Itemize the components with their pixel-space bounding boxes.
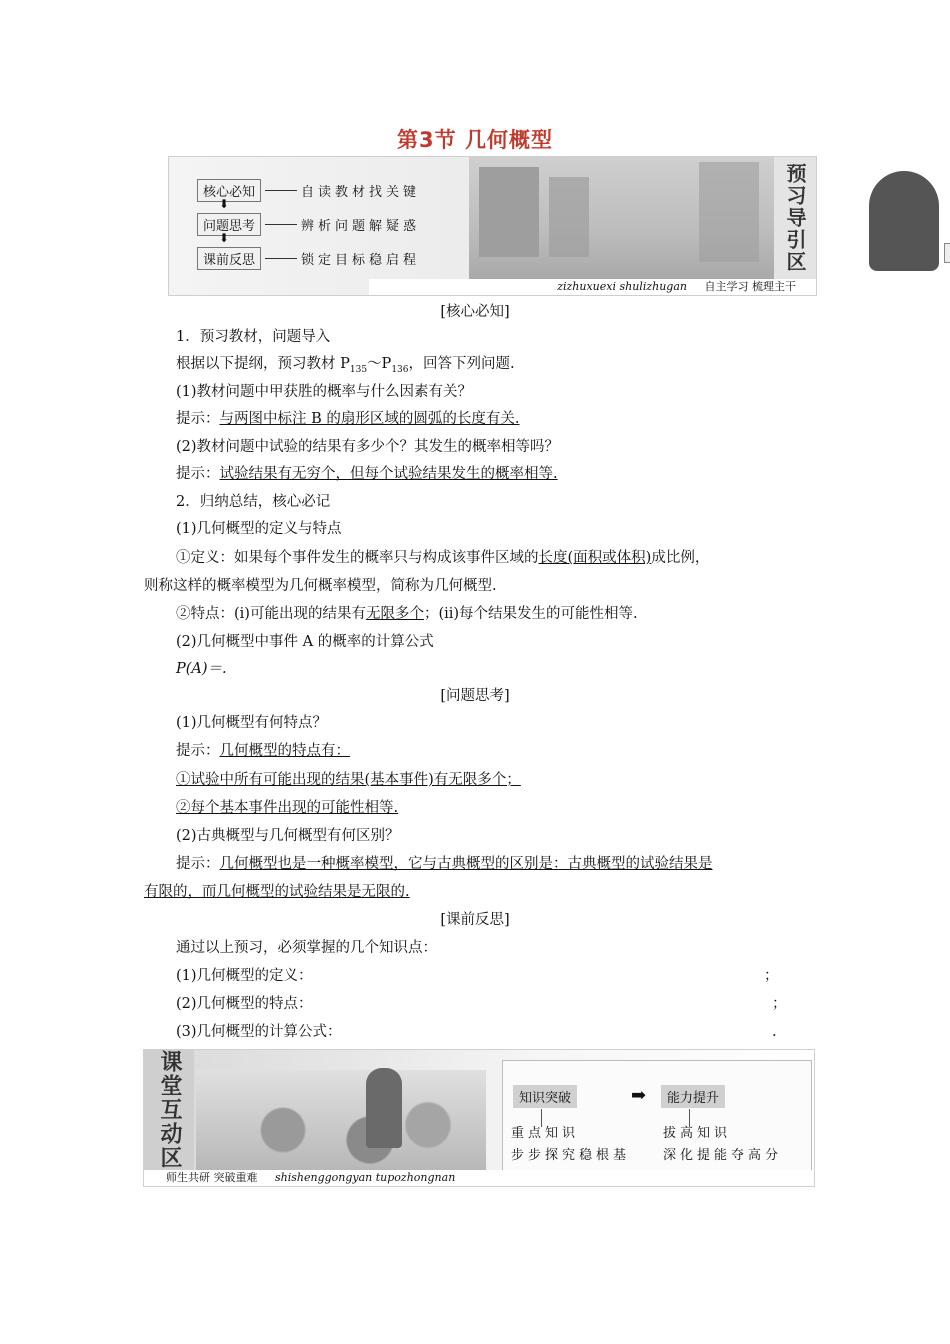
preview-guide-banner (168, 156, 817, 296)
text-line: (1)教材问题中甲获胜的概率与什么因素有关？ (176, 384, 473, 400)
text-line: (3)几何概型的计算公式： (176, 1024, 342, 1040)
blank-end: . (772, 1024, 777, 1040)
classroom-photo (196, 1070, 486, 1170)
fill-answer: 无限多个 (365, 606, 424, 622)
answer-hint: ②每个基本事件出现的可能性相等. (176, 800, 399, 816)
arrow-down-icon: ⬇ (219, 231, 230, 245)
flow-box-core: 核心必知 (197, 179, 261, 202)
knowledge-flow-panel (502, 1060, 812, 1172)
flow-row-core (197, 179, 420, 202)
text-line: (2)几何概型的特点： (176, 996, 313, 1012)
text-line: (1)几何概型的定义与特点 (176, 521, 342, 537)
arrow-down-icon: ⬇ (219, 197, 230, 211)
text-line: 提示：几何概型也是一种概率模型，它与古典概型的区别是：古典概型的试验结果是 (176, 856, 713, 872)
section-heading-core: [核心必知] (440, 304, 510, 320)
text-line: (2)教材问题中试验的结果有多少个？其发生的概率相等吗？ (176, 439, 560, 455)
flow-desc-core: 自读教材找关键 (301, 185, 421, 200)
text-line: (1)几何概型的定义： (176, 968, 313, 984)
blank-end: ； (764, 968, 779, 984)
text-line: ②特点：(ⅰ)可能出现的结果有无限多个；(ⅱ)每个结果发生的可能性相等. (176, 606, 638, 622)
flow-box-reflect: 课前反思 (197, 247, 261, 270)
arrow-right-icon: ➡ (631, 1085, 647, 1106)
text-line: 则称这样的概率模型为几何概率模型，简称为几何概型. (144, 578, 497, 594)
text-line: 2．归纳总结，核心必记 (176, 494, 331, 510)
blank-end: ； (772, 996, 787, 1012)
left-flow-text: 重点知识 步步探究稳根基 (511, 1126, 631, 1163)
answer-hint: 几何概型也是一种概率模型，它与古典概型的区别是：古典概型的试验结果是 (219, 856, 713, 872)
flow-desc-reflect: 锁定目标稳启程 (301, 253, 421, 268)
flow-row-reflect (197, 247, 420, 270)
interaction-zone-tag: 课堂互动区 (144, 1050, 194, 1170)
text-line: 1．预习教材，问题导入 (176, 329, 331, 345)
banner-bottom-footer: 师生共研 突破重难 shishenggongyan tupozhongnan (144, 1170, 814, 1186)
text-line: 提示：几何概型的特点有： (176, 743, 350, 759)
flow-row-question (197, 213, 420, 236)
text-line: (1)几何概型有何特点？ (176, 715, 328, 731)
answer-hint: 有限的，而几何概型的试验结果是无限的. (144, 884, 410, 900)
classroom-interaction-banner (143, 1049, 815, 1187)
text-line: ①定义：如果每个事件发生的概率只与构成该事件区域的长度(面积或体积)成比例， (176, 550, 710, 566)
footer-zh: 自主学习 梳理主干 (704, 280, 796, 293)
text-line: 提示：试验结果有无穷个，但每个试验结果发生的概率相等. (176, 466, 558, 482)
teacher-figure (366, 1068, 402, 1148)
text-line: 根据以下提纲，预习教材 $P_{135}\sim P_{136}$，回答下列问题. (176, 356, 515, 375)
answer-hint: 与两图中标注 B 的扇形区域的圆弧的长度有关. (219, 411, 520, 427)
right-flow-text: 拔高知识 深化提能夺高分 (663, 1126, 783, 1163)
text-line: (2)几何概型中事件 A 的概率的计算公式 (176, 634, 434, 650)
text-line: 通过以上预习，必须掌握的几个知识点： (176, 940, 437, 956)
fill-answer: 长度(面积或体积) (538, 550, 652, 566)
page-title: 第3节 几何概型 (397, 128, 553, 152)
book-figure (944, 243, 950, 263)
preview-zone-tag: 预习导引区 (774, 157, 816, 279)
flow-box-question: 问题思考 (197, 213, 261, 236)
answer-hint: ①试验中所有可能出现的结果(基本事件)有无限多个； (176, 772, 521, 788)
knowledge-breakthrough-tag: 知识突破 (513, 1085, 577, 1108)
text-line: 提示：与两图中标注 B 的扇形区域的圆弧的长度有关. (176, 411, 520, 427)
library-photo (469, 157, 779, 279)
section-heading-question: [问题思考] (440, 688, 510, 704)
answer-hint: 试验结果有无穷个，但每个试验结果发生的概率相等. (219, 466, 558, 482)
ability-improve-tag: 能力提升 (661, 1085, 725, 1108)
text-line: (2)古典概型与几何概型有何区别？ (176, 828, 400, 844)
section-heading-reflect: [课前反思] (440, 912, 510, 928)
footer-pinyin: zizhuxuexi shulizhugan (557, 280, 687, 293)
student-figure (869, 171, 939, 271)
answer-hint: 几何概型的特点有： (219, 743, 350, 759)
flow-desc-question: 辨析问题解疑惑 (301, 219, 421, 234)
formula-line: P(A)＝. (176, 661, 227, 677)
banner-top-footer (369, 279, 816, 295)
